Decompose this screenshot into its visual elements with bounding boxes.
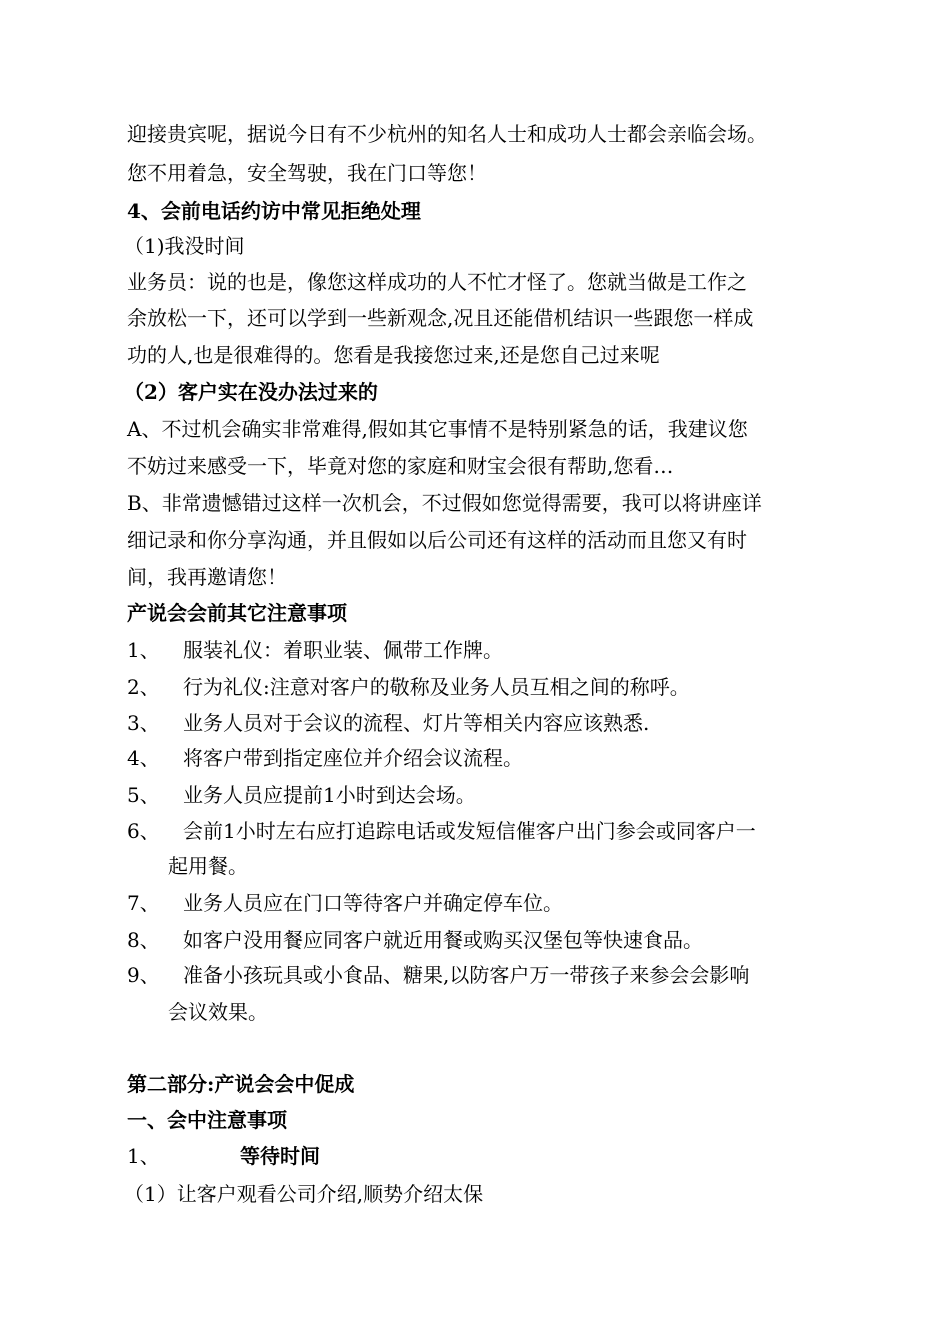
note-number: 8、	[127, 928, 160, 952]
part-2-item-number: 1、	[127, 1144, 160, 1168]
case-1-line-3: 功的人,也是很难得的。您看是我接您过来,还是您自己过来呢	[127, 343, 660, 367]
case-2-line-1: A、不过机会确实非常难得,假如其它事情不是特别紧急的话，我建议您	[127, 417, 748, 441]
case-1-title: （1)我没时间	[124, 234, 245, 258]
note-number: 2、	[127, 675, 160, 699]
note-text: 会前1小时左右应打追踪电话或发短信催客户出门参会或同客户一	[183, 819, 756, 843]
case-1-line-1: 业务员：说的也是，像您这样成功的人不忙才怪了。您就当做是工作之	[127, 270, 747, 294]
part-2-item-line: （1）让客户观看公司介绍,顺势介绍太保	[124, 1182, 484, 1206]
note-text: 服装礼仪：着职业装、佩带工作牌。	[183, 638, 503, 662]
note-number: 3、	[127, 711, 160, 735]
intro-line-2: 您不用着急，安全驾驶，我在门口等您！	[127, 161, 487, 185]
note-number: 1、	[127, 638, 160, 662]
intro-line-1: 迎接贵宾呢，据说今日有不少杭州的知名人士和成功人士都会亲临会场。	[127, 122, 767, 146]
case-2-line-2: 不妨过来感受一下，毕竟对您的家庭和财宝会很有帮助,您看…	[127, 454, 674, 478]
note-text-continuation: 起用餐。	[168, 854, 248, 878]
part-2-heading: 第二部分:产说会会中促成	[127, 1072, 355, 1096]
part-2-item-title: 等待时间	[240, 1144, 320, 1168]
part-2-subheading: 一、会中注意事项	[127, 1108, 287, 1132]
case-2-title: （2）客户实在没办法过来的	[124, 380, 378, 404]
case-2-line-4: 细记录和你分享沟通，并且假如以后公司还有这样的活动而且您又有时	[127, 528, 747, 552]
note-number: 4、	[127, 746, 160, 770]
note-text: 业务人员应提前1小时到达会场。	[183, 783, 476, 807]
note-text: 业务人员应在门口等待客户并确定停车位。	[183, 891, 563, 915]
case-2-line-3: B、非常遗憾错过这样一次机会，不过假如您觉得需要，我可以将讲座详	[127, 491, 762, 515]
note-text: 如客户没用餐应同客户就近用餐或购买汉堡包等快速食品。	[183, 928, 703, 952]
case-2-line-5: 间，我再邀请您！	[127, 565, 287, 589]
note-number: 7、	[127, 891, 160, 915]
note-number: 5、	[127, 783, 160, 807]
note-text-continuation: 会议效果。	[168, 1000, 268, 1024]
note-text: 将客户带到指定座位并介绍会议流程。	[183, 746, 523, 770]
note-text: 准备小孩玩具或小食品、糖果,以防客户万一带孩子来参会会影响	[183, 963, 750, 987]
note-text: 业务人员对于会议的流程、灯片等相关内容应该熟悉.	[183, 711, 650, 735]
note-text: 行为礼仪:注意对客户的敬称及业务人员互相之间的称呼。	[183, 675, 690, 699]
section-4-heading: 4、会前电话约访中常见拒绝处理	[127, 199, 421, 223]
case-1-line-2: 余放松一下，还可以学到一些新观念,况且还能借机结识一些跟您一样成	[127, 306, 754, 330]
note-number: 6、	[127, 819, 160, 843]
notes-heading: 产说会会前其它注意事项	[127, 601, 347, 625]
note-number: 9、	[127, 963, 160, 987]
